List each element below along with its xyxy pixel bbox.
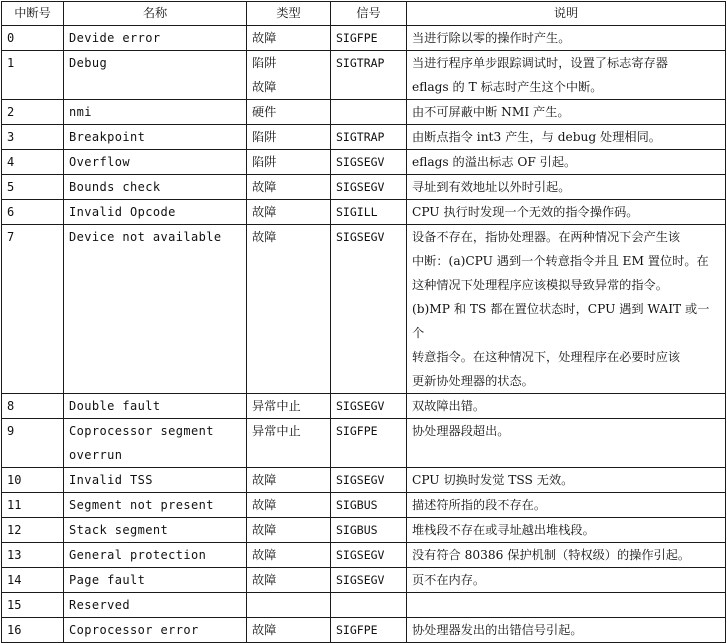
cell-name	[64, 225, 247, 394]
cell-type	[247, 419, 331, 468]
cell-num: 14	[2, 568, 64, 593]
cell-desc-line: 寻址到有效地址以外时引起。	[412, 180, 571, 194]
cell-type	[247, 175, 331, 200]
cell-num: 13	[2, 543, 64, 568]
table-row	[2, 419, 726, 468]
cell-type	[247, 468, 331, 493]
header-row	[2, 2, 726, 26]
cell-type-line: 故障	[252, 31, 277, 45]
cell-desc	[407, 225, 726, 394]
cell-name	[64, 150, 247, 175]
cell-num: 12	[2, 518, 64, 543]
cell-name	[64, 175, 247, 200]
cell-desc-line: 中断：(a)CPU 遇到一个转意指令并且 EM 置位时。在	[412, 254, 709, 268]
cell-type-line: 硬件	[252, 105, 277, 119]
cell-name-line: overrun	[69, 448, 123, 462]
cell-signal: SIGSEGV	[331, 568, 407, 593]
cell-name-line: Bounds check	[69, 180, 161, 194]
cell-desc-line: 协处理器段超出。	[412, 424, 510, 438]
cell-name-line: nmi	[69, 105, 92, 119]
cell-desc	[407, 200, 726, 225]
cell-signal: SIGBUS	[331, 518, 407, 543]
cell-num: 4	[2, 150, 64, 175]
cell-name-line: Debug	[69, 56, 108, 70]
cell-type	[247, 225, 331, 394]
cell-name-line: Stack segment	[69, 523, 169, 537]
cell-name-line: Reserved	[69, 598, 130, 612]
cell-desc-line: 没有符合 80386 保护机制（特权级）的操作引起。	[412, 548, 691, 562]
cell-type-line: 故障	[252, 523, 277, 537]
cell-type-line: 陷阱	[252, 130, 277, 144]
cell-type-line: 异常中止	[252, 399, 301, 413]
cell-name	[64, 125, 247, 150]
cell-name	[64, 51, 247, 100]
cell-signal: SIGTRAP	[331, 125, 407, 150]
cell-type	[247, 593, 331, 618]
cell-type-line: 故障	[252, 230, 277, 244]
cell-type	[247, 125, 331, 150]
cell-type-line: 故障	[252, 548, 277, 562]
cell-desc-line: 协处理器发出的出错信号引起。	[412, 623, 583, 637]
cell-desc-line: (b)MP 和 TS 都在置位状态时，CPU 遇到 WAIT 或一个	[412, 302, 710, 340]
cell-desc-line: CPU 执行时发现一个无效的指令操作码。	[412, 205, 639, 219]
cell-num: 1	[2, 51, 64, 100]
cell-type-line: 异常中止	[252, 424, 301, 438]
header-desc: 说明	[407, 2, 726, 26]
cell-name	[64, 200, 247, 225]
cell-signal: SIGFPE	[331, 419, 407, 468]
cell-signal: SIGFPE	[331, 26, 407, 51]
header-signal: 信号	[331, 2, 407, 26]
cell-name-line: Double fault	[69, 399, 161, 413]
cell-type-line: 陷阱	[252, 56, 277, 70]
cell-num: 7	[2, 225, 64, 394]
cell-signal	[331, 100, 407, 125]
cell-name-line: Overflow	[69, 155, 130, 169]
cell-desc-line: 更新协处理器的状态。	[412, 374, 534, 388]
cell-name-line: Coprocessor error	[69, 623, 199, 637]
table-row	[2, 225, 726, 394]
cell-signal	[331, 593, 407, 618]
table-row	[2, 543, 726, 568]
table-row	[2, 493, 726, 518]
header-type: 类型	[247, 2, 331, 26]
cell-name-line: General protection	[69, 548, 207, 562]
cell-signal: SIGSEGV	[331, 394, 407, 419]
cell-desc-line: 转意指令。在这种情况下，处理程序在必要时应该	[412, 350, 681, 364]
cell-type-line: 故障	[252, 180, 277, 194]
table-row	[2, 175, 726, 200]
table-row	[2, 150, 726, 175]
header-name: 名称	[64, 2, 247, 26]
cell-name	[64, 468, 247, 493]
cell-desc	[407, 100, 726, 125]
cell-desc	[407, 394, 726, 419]
cell-signal: SIGSEGV	[331, 543, 407, 568]
header-num: 中断号	[2, 2, 64, 26]
cell-desc	[407, 618, 726, 643]
cell-desc	[407, 493, 726, 518]
cell-name-line: Segment not present	[69, 498, 214, 512]
cell-signal: SIGSEGV	[331, 150, 407, 175]
cell-name	[64, 618, 247, 643]
table-row	[2, 468, 726, 493]
cell-num: 2	[2, 100, 64, 125]
cell-name-line: Device not available	[69, 230, 222, 244]
cell-num: 10	[2, 468, 64, 493]
cell-desc-line: 由断点指令 int3 产生，与 debug 处理相同。	[412, 130, 661, 144]
cell-type-line: 故障	[252, 473, 277, 487]
cell-name-line: Coprocessor segment	[69, 424, 214, 438]
cell-desc-line: 页不在内存。	[412, 573, 486, 587]
cell-desc	[407, 175, 726, 200]
cell-num: 5	[2, 175, 64, 200]
cell-name	[64, 543, 247, 568]
table-row	[2, 618, 726, 643]
cell-name-line: Invalid Opcode	[69, 205, 176, 219]
cell-desc-line: 双故障出错。	[412, 399, 486, 413]
cell-desc-line: 描述符所指的段不存在。	[412, 498, 547, 512]
cell-num: 16	[2, 618, 64, 643]
cell-type	[247, 26, 331, 51]
table-row	[2, 125, 726, 150]
table-row	[2, 26, 726, 51]
cell-desc-line: 当进行除以零的操作时产生。	[412, 31, 571, 45]
cell-desc-line: CPU 切换时发觉 TSS 无效。	[412, 473, 574, 487]
cell-name	[64, 568, 247, 593]
cell-signal: SIGTRAP	[331, 51, 407, 100]
cell-signal: SIGILL	[331, 200, 407, 225]
cell-type	[247, 100, 331, 125]
table-row	[2, 394, 726, 419]
cell-signal: SIGSEGV	[331, 225, 407, 394]
cell-signal: SIGFPE	[331, 618, 407, 643]
table-row	[2, 200, 726, 225]
table-row	[2, 51, 726, 100]
cell-desc-line: eflags 的溢出标志 OF 引起。	[412, 155, 577, 169]
cell-name	[64, 518, 247, 543]
cell-num: 11	[2, 493, 64, 518]
cell-desc-line: 堆栈段不存在或寻址越出堆栈段。	[412, 523, 595, 537]
cell-name	[64, 493, 247, 518]
cell-desc-line: 当进行程序单步跟踪调试时，设置了标志寄存器	[412, 56, 668, 70]
cell-num: 8	[2, 394, 64, 419]
table-row	[2, 518, 726, 543]
cell-desc	[407, 468, 726, 493]
cell-type-line: 故障	[252, 205, 277, 219]
cell-signal: SIGSEGV	[331, 468, 407, 493]
cell-desc	[407, 593, 726, 618]
cell-name-line: Page fault	[69, 573, 146, 587]
table-row	[2, 568, 726, 593]
cell-num: 6	[2, 200, 64, 225]
cell-desc	[407, 419, 726, 468]
cell-desc-line: eflags 的 T 标志时产生这个中断。	[412, 80, 603, 94]
cell-desc-line: 由不可屏蔽中断 NMI 产生。	[412, 105, 570, 119]
cell-name	[64, 593, 247, 618]
cell-type-line: 故障	[252, 623, 277, 637]
cell-type	[247, 493, 331, 518]
cell-desc-line: 设备不存在，指协处理器。在两种情况下会产生该	[412, 230, 681, 244]
cell-type	[247, 618, 331, 643]
cell-name-line: Devide error	[69, 31, 161, 45]
cell-desc	[407, 150, 726, 175]
table-row	[2, 100, 726, 125]
cell-desc	[407, 543, 726, 568]
cell-type	[247, 150, 331, 175]
cell-type	[247, 51, 331, 100]
cell-type	[247, 200, 331, 225]
cell-num: 9	[2, 419, 64, 468]
cell-name-line: Breakpoint	[69, 130, 146, 144]
cell-desc	[407, 518, 726, 543]
cell-desc-line: 这种情况下处理程序应该模拟导致异常的指令。	[412, 278, 668, 292]
cell-name	[64, 419, 247, 468]
cell-name	[64, 26, 247, 51]
cell-type	[247, 394, 331, 419]
cell-signal: SIGSEGV	[331, 175, 407, 200]
table-row	[2, 593, 726, 618]
cell-type	[247, 543, 331, 568]
cell-name-line: Invalid TSS	[69, 473, 153, 487]
cell-desc	[407, 568, 726, 593]
cell-type-line: 故障	[252, 80, 277, 94]
cell-name	[64, 394, 247, 419]
cell-num: 3	[2, 125, 64, 150]
cell-num: 15	[2, 593, 64, 618]
cell-desc	[407, 125, 726, 150]
cell-type	[247, 568, 331, 593]
cell-type	[247, 518, 331, 543]
cell-num: 0	[2, 26, 64, 51]
cell-type-line: 故障	[252, 498, 277, 512]
cell-signal: SIGBUS	[331, 493, 407, 518]
cell-desc	[407, 26, 726, 51]
cell-type-line: 陷阱	[252, 155, 277, 169]
cell-desc	[407, 51, 726, 100]
interrupt-table	[1, 1, 726, 643]
cell-name	[64, 100, 247, 125]
cell-type-line: 故障	[252, 573, 277, 587]
